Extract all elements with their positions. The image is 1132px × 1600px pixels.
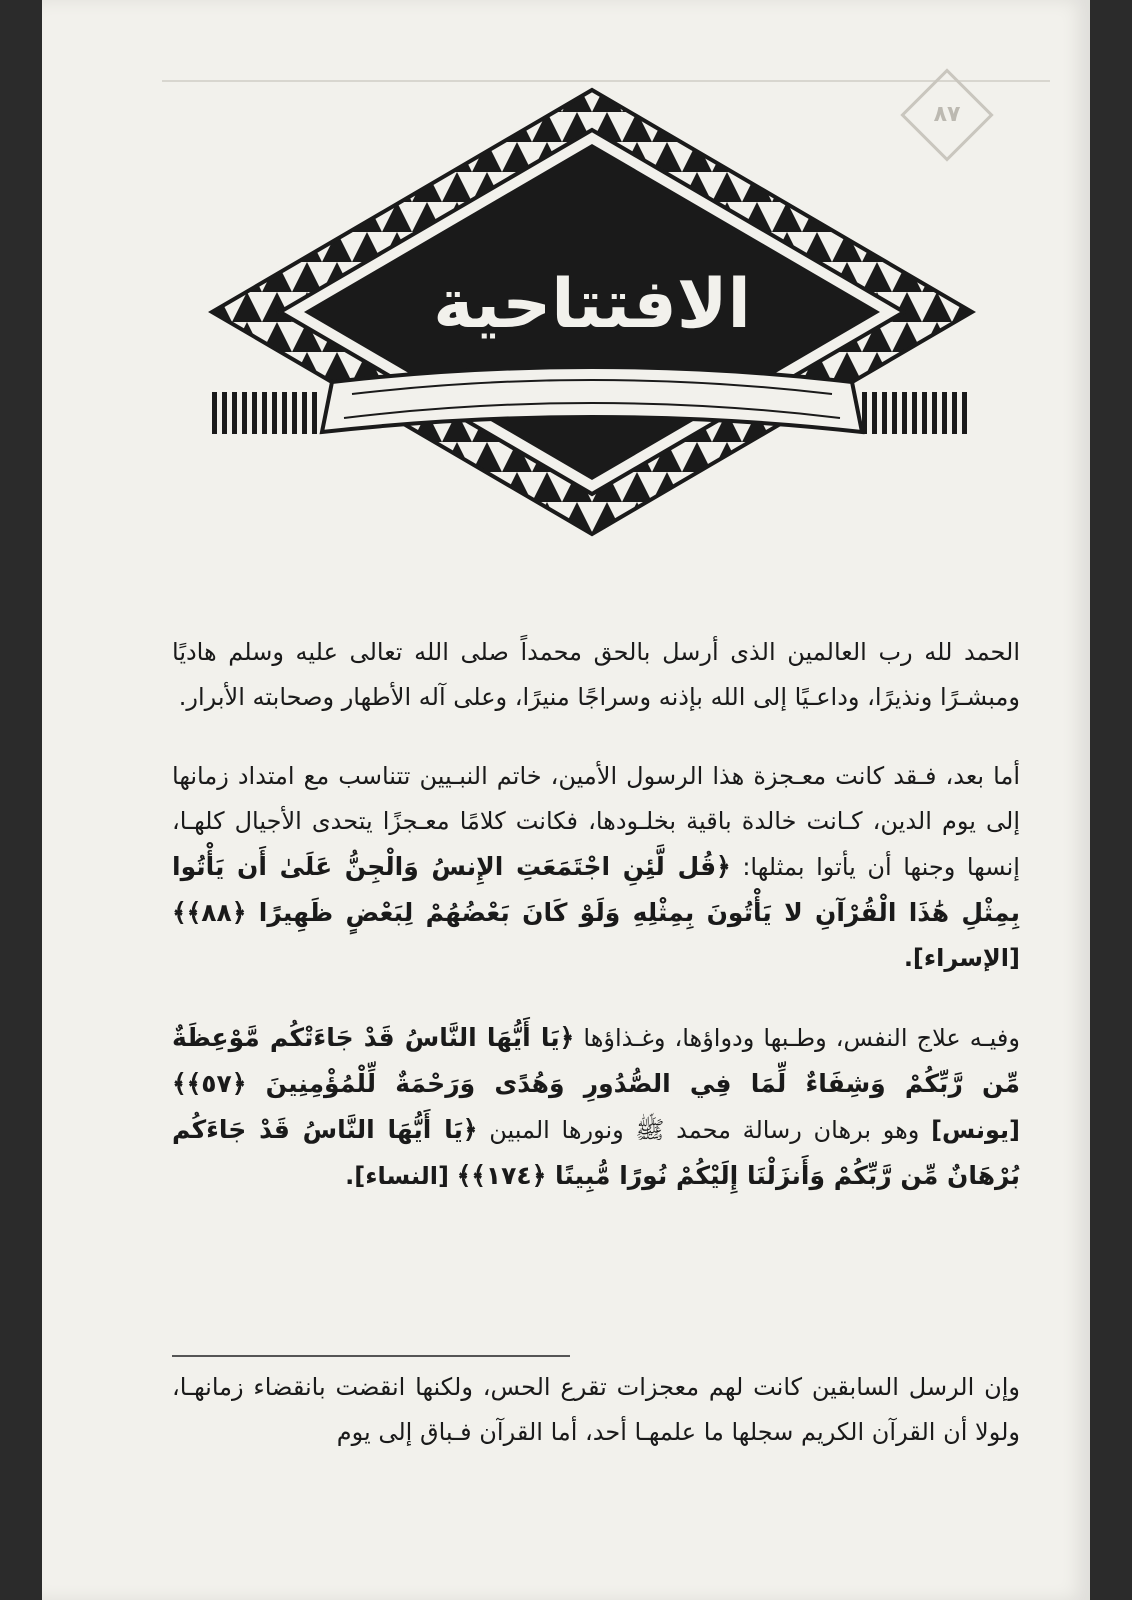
surah-ref-nisa: [النساء].	[345, 1162, 449, 1190]
quran-verse-isra: ﴿قُل لَّئِنِ اجْتَمَعَتِ الإِنسُ وَالْجِنُّ عَلَىٰ أَن يَأْتُوا بِمِثْلِ هَٰذَا الْقُرْآنِ لا يَأْتُونَ بِمِثْلِهِ وَلَوْ كَانَ بَعْضُهُمْ لِبَعْضٍ ظَهِيرًا ﴿٨٨﴾﴾	[172, 852, 1020, 927]
paragraph-4: وإن الرسل السابقين كانت لهم معجزات تقرع الحس، ولكنها انقضت بانقضاء زمانهـا، ولولا أن القرآن الكريم سجلها ما علمهـا أحد، أما القرآن فـباق إلى يوم	[172, 1373, 1020, 1446]
book-page	[42, 0, 1090, 1600]
paragraph-1: الحمد لله رب العالمين الذى أرسل بالحق محمداً صلى الله تعالى عليه وسلم هاديًا ومبشـرًا ونذيرًا، وداعـيًا إلى الله بإذنه وسراجًا منيرًا، وعلى آله الأطهار وصحابته الأبرار.	[172, 638, 1020, 711]
paragraph-2-text: أما بعد، فـقد كانت معـجزة هذا الرسول الأمين، خاتم النبـيين تتناسب مع امتداد زمانها إلى يوم الدين، كـانت خالدة باقية بخلـودها، فكانت كلامًا معـجزًا يتحدى الأجيال كلهـا، إنسها وجنها أن يأتوا بمثلها:	[172, 762, 1020, 881]
emblem-right-stripes	[862, 392, 972, 434]
emblem-left-stripes	[212, 392, 322, 434]
header-rule	[162, 40, 1050, 82]
body-text-continued	[172, 1365, 1020, 1489]
page-title: الافتتاحية	[433, 265, 751, 344]
quran-verse-nisa: ﴿يَا أَيُّهَا النَّاسُ قَدْ جَاءَكُم بُرْهَانٌ مِّن رَّبِّكُمْ وَأَنزَلْنَا إِلَيْكُمْ نُورًا مُّبِينًا ﴿١٧٤﴾﴾	[172, 1115, 1020, 1190]
surah-ref-yunus: [يونس]	[931, 1116, 1020, 1144]
paragraph-3-middle: وهو برهان رسالة محمد ﷺ ونورها المبين	[489, 1116, 920, 1144]
page-number: ٨٧	[933, 102, 961, 127]
body-text	[172, 630, 1020, 1233]
surah-ref-isra: [الإسراء].	[903, 944, 1020, 972]
paragraph-3	[172, 1015, 1020, 1199]
paragraph-3-text: وفيـه علاج النفس، وطـبها ودواؤها، وغـذاؤها	[583, 1024, 1020, 1052]
paragraph-2	[172, 754, 1020, 981]
title-emblem	[172, 82, 1012, 542]
quran-verse-yunus: ﴿يَا أَيُّهَا النَّاسُ قَدْ جَاءَتْكُم مَّوْعِظَةٌ مِّن رَّبِّكُمْ وَشِفَاءٌ لِّمَا فِي الصُّدُورِ وَهُدًى وَرَحْمَةٌ لِّلْمُؤْمِنِينَ ﴿٥٧﴾﴾	[172, 1023, 1020, 1098]
footnote-rule	[172, 1355, 570, 1357]
